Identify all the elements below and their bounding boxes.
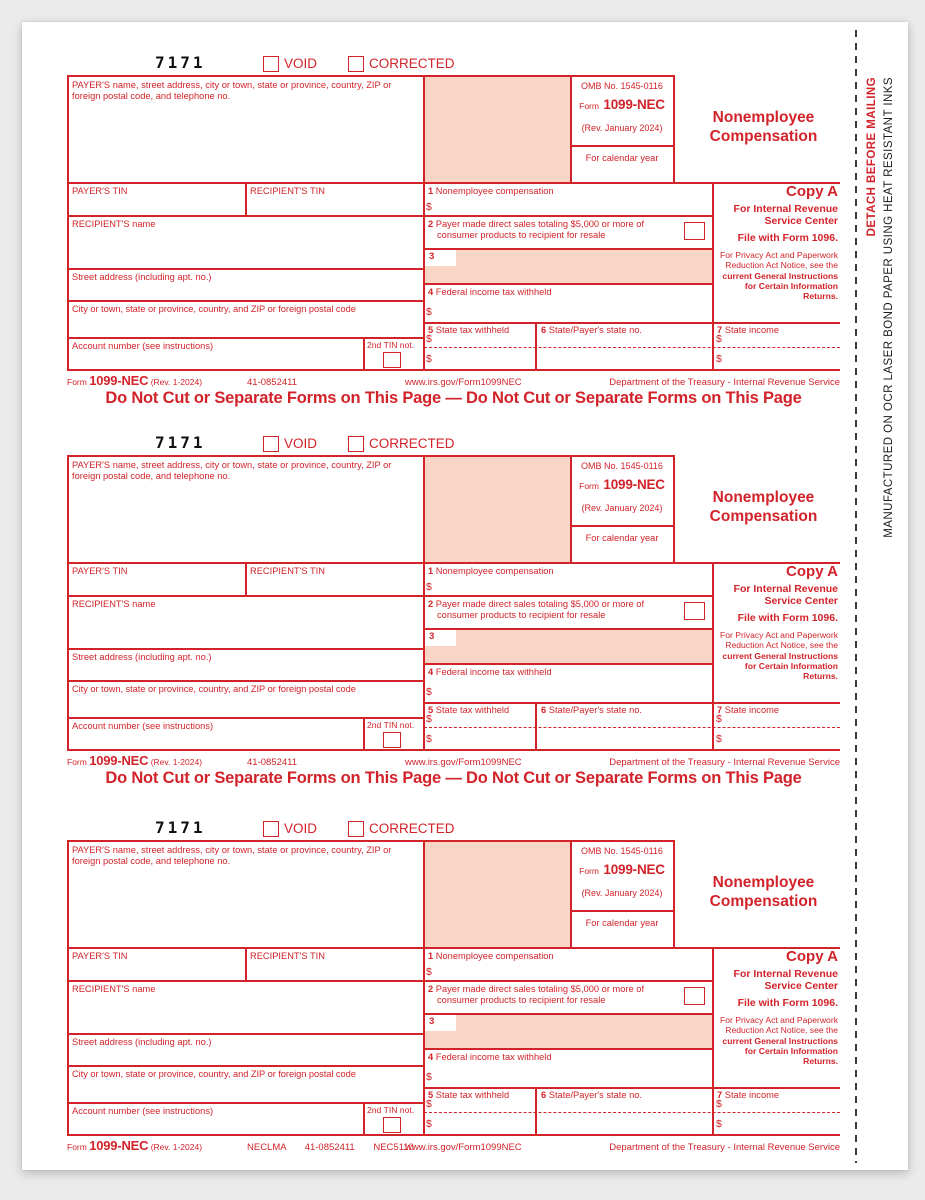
box6-label: State/Payer's state no.	[548, 325, 643, 335]
payer-info-label: PAYER'S name, street address, city or town, state or province, country, ZIP or foreign postal code, and telephone no.	[72, 845, 392, 866]
box7-dollar-sign: $	[716, 1098, 722, 1110]
box5-label: State tax withheld	[435, 325, 510, 335]
divider	[67, 1102, 424, 1104]
box4-amount-field[interactable]	[437, 1071, 707, 1084]
footer-irs-url: www.irs.gov/Form1099NEC	[405, 757, 522, 768]
paper-sheet	[22, 22, 908, 1170]
footer-form-number: 1099-NEC	[89, 1138, 149, 1153]
footer-form-number: 1099-NEC	[89, 373, 149, 388]
divider	[423, 1087, 840, 1089]
account-number-field[interactable]	[69, 352, 361, 368]
box2-number: 2	[428, 984, 434, 994]
omb-number: OMB No. 1545-0116	[581, 846, 663, 856]
payers-tin-label: PAYER'S TIN	[72, 566, 128, 576]
box1-number: 1	[428, 186, 434, 196]
privacy-notice-text: For Privacy Act and Paperwork Reduction Act Notice, see the	[720, 1015, 838, 1036]
box2-number: 2	[428, 219, 434, 229]
street-address-label: Street address (including apt. no.)	[72, 272, 212, 282]
second-tin-label: 2nd TIN not.	[367, 720, 415, 730]
payer-info-label: PAYER'S name, street address, city or town, state or province, country, ZIP or foreign postal code, and telephone no.	[72, 460, 392, 481]
footer-department: Department of the Treasury - Internal Revenue Service	[609, 1142, 840, 1153]
box1-label: Nonemployee compensation	[435, 186, 554, 196]
divider	[245, 182, 247, 216]
box2-checkbox[interactable]	[684, 602, 705, 620]
box4-number: 4	[428, 287, 434, 297]
divider	[245, 562, 247, 596]
form-table	[67, 455, 840, 751]
footer-print-codes: 41-0852411	[247, 757, 298, 768]
account-number-label: Account number (see instructions)	[72, 1106, 214, 1116]
box2-label-line1: Payer made direct sales totaling $5,000 or more of	[435, 219, 645, 229]
divider	[67, 300, 424, 302]
divider	[423, 840, 425, 1136]
recipients-tin-label: RECIPIENT'S TIN	[250, 566, 325, 576]
code-row	[67, 433, 840, 455]
detach-before-mailing-text: DETACH BEFORE MAILING	[866, 77, 878, 237]
box6-field[interactable]	[538, 715, 710, 748]
box6-number: 6	[541, 705, 547, 715]
divider	[423, 702, 840, 704]
city-label: City or town, state or province, country, and ZIP or foreign postal code	[72, 304, 356, 314]
divider	[673, 840, 675, 947]
divider	[245, 947, 247, 981]
payers-tin-field[interactable]	[69, 577, 243, 593]
corrected-label: CORRECTED	[369, 436, 455, 451]
form-1099-nec	[67, 433, 840, 791]
copy-a-line2: Service Center	[764, 215, 838, 227]
divider	[67, 840, 674, 842]
privacy-notice-text: For Privacy Act and Paperwork Reduction Act Notice, see the	[720, 250, 838, 271]
divider	[423, 1048, 713, 1050]
box1-amount-field[interactable]	[437, 581, 707, 594]
city-label: City or town, state or province, country, and ZIP or foreign postal code	[72, 1069, 356, 1079]
box2-checkbox[interactable]	[684, 987, 705, 1005]
void-checkbox[interactable]	[263, 821, 279, 837]
box5-amount-field[interactable]	[437, 711, 533, 726]
footer-print-codes: 41-0852411	[247, 377, 298, 388]
box2-checkbox[interactable]	[684, 222, 705, 240]
corrected-checkbox[interactable]	[348, 821, 364, 837]
second-tin-checkbox[interactable]	[383, 732, 401, 748]
footer-form-id	[67, 373, 202, 388]
omb-form-number: 1099-NEC	[603, 97, 665, 112]
divider	[423, 75, 425, 371]
recipients-tin-field[interactable]	[248, 577, 421, 593]
box5-amount-field[interactable]	[437, 331, 533, 346]
omb-form-word: Form	[579, 866, 599, 876]
payer-info-label: PAYER'S name, street address, city or town, state or province, country, ZIP or foreign postal code, and telephone no.	[72, 80, 392, 101]
perforation-line	[855, 30, 857, 1163]
footer-revision: (Rev. 1-2024)	[150, 1142, 203, 1152]
recipients-tin-label: RECIPIENT'S TIN	[250, 186, 325, 196]
divider	[363, 717, 365, 751]
box4-label: Federal income tax withheld	[435, 667, 552, 677]
recipient-name-label: RECIPIENT'S name	[72, 984, 156, 994]
box5-number: 5	[428, 325, 434, 335]
box7-dollar-sign: $	[716, 733, 722, 745]
copy-a-line1: For Internal Revenue	[733, 583, 838, 595]
corrected-label: CORRECTED	[369, 821, 455, 836]
divider	[570, 145, 674, 147]
box6-number: 6	[541, 325, 547, 335]
box1-amount-field[interactable]	[437, 201, 707, 214]
omb-form-number: 1099-NEC	[603, 862, 665, 877]
privacy-notice	[713, 250, 838, 302]
form-footer	[67, 373, 840, 390]
copy-a-line1: For Internal Revenue	[733, 203, 838, 215]
divider	[363, 337, 365, 371]
privacy-notice-text: For Privacy Act and Paperwork Reduction Act Notice, see the	[720, 630, 838, 651]
omb-number: OMB No. 1545-0116	[581, 81, 663, 91]
street-address-field[interactable]	[69, 283, 421, 298]
box6-label: State/Payer's state no.	[548, 705, 643, 715]
form-title-line2: Compensation	[709, 892, 818, 910]
box5-label: State tax withheld	[435, 1090, 510, 1100]
box7-dollar-sign: $	[716, 333, 722, 345]
footer-revision: (Rev. 1-2024)	[150, 377, 203, 387]
box4-dollar-sign: $	[426, 1071, 432, 1083]
box3-number: 3	[424, 629, 456, 646]
code-row	[67, 818, 840, 840]
void-label: VOID	[284, 821, 318, 836]
city-field[interactable]	[69, 695, 421, 715]
copy-a-line2: Service Center	[764, 980, 838, 992]
box5-dollar-sign: $	[426, 733, 432, 745]
recipients-tin-field[interactable]	[248, 197, 421, 213]
payers-tin-field[interactable]	[69, 962, 243, 978]
form-footer	[67, 1138, 840, 1155]
box1-number: 1	[428, 951, 434, 961]
omb-revision: (Rev. January 2024)	[581, 503, 663, 513]
form-plate-number: 7171	[155, 53, 206, 72]
box6-label: State/Payer's state no.	[548, 1090, 643, 1100]
copy-a-title: Copy A	[786, 948, 838, 965]
shaded-cell-box3	[424, 249, 712, 283]
void-label: VOID	[284, 436, 318, 451]
void-checkbox[interactable]	[263, 436, 279, 452]
divider	[423, 455, 425, 751]
box2-label-line2: consumer products to recipient for resale	[437, 610, 606, 620]
box7-dollar-sign: $	[716, 1118, 722, 1130]
form-1099-nec	[67, 818, 840, 1176]
city-field[interactable]	[69, 315, 421, 335]
box5-dollar-sign: $	[426, 353, 432, 365]
divider	[673, 75, 675, 182]
footer-revision: (Rev. 1-2024)	[150, 757, 203, 767]
box6-number: 6	[541, 1090, 547, 1100]
box5-dollar-sign: $	[426, 713, 432, 725]
payers-tin-field[interactable]	[69, 197, 243, 213]
corrected-checkbox[interactable]	[348, 56, 364, 72]
form-plate-number: 7171	[155, 818, 206, 837]
divider	[423, 248, 713, 250]
form-title-line1: Nonemployee	[712, 489, 815, 506]
box4-dollar-sign: $	[426, 306, 432, 318]
box5-dollar-sign: $	[426, 1118, 432, 1130]
footer-irs-url: www.irs.gov/Form1099NEC	[405, 1142, 522, 1153]
box4-dollar-sign: $	[426, 686, 432, 698]
city-label: City or town, state or province, country, and ZIP or foreign postal code	[72, 684, 356, 694]
copy-a-line1: For Internal Revenue	[733, 968, 838, 980]
box7-amount-field[interactable]	[727, 331, 837, 346]
do-not-cut-warning: Do Not Cut or Separate Forms on This Page — Do Not Cut or Separate Forms on This Page	[105, 389, 802, 407]
divider	[423, 628, 713, 630]
form-table	[67, 840, 840, 1136]
box7-amount-field[interactable]	[727, 1096, 837, 1111]
divider	[67, 595, 713, 597]
privacy-notice-bold: current General Instructions for Certain Information Returns.	[722, 1035, 838, 1067]
divider	[67, 369, 840, 371]
box4-amount-field[interactable]	[437, 686, 707, 699]
box5-amount-field[interactable]	[437, 351, 533, 367]
box7-label: State income	[724, 1090, 780, 1100]
form-title-line2: Compensation	[709, 507, 818, 525]
second-tin-checkbox[interactable]	[383, 352, 401, 368]
box5-label: State tax withheld	[435, 705, 510, 715]
privacy-notice	[713, 1015, 838, 1067]
divider	[363, 1102, 365, 1136]
form-footer	[67, 753, 840, 770]
copy-a-line3: File with Form 1096.	[737, 997, 838, 1009]
footer-form-word: Form	[67, 377, 87, 387]
corrected-checkbox[interactable]	[348, 436, 364, 452]
divider	[423, 663, 713, 665]
box1-label: Nonemployee compensation	[435, 951, 554, 961]
omb-revision: (Rev. January 2024)	[581, 888, 663, 898]
box2-number: 2	[428, 599, 434, 609]
box7-label: State income	[724, 325, 780, 335]
divider	[67, 749, 840, 751]
box1-dollar-sign: $	[426, 966, 432, 978]
divider	[67, 215, 713, 217]
privacy-notice-bold: current General Instructions for Certain Information Returns.	[722, 270, 838, 302]
account-number-field[interactable]	[69, 732, 361, 748]
payers-tin-label: PAYER'S TIN	[72, 186, 128, 196]
calendar-year-field[interactable]	[572, 930, 672, 945]
void-label: VOID	[284, 56, 318, 71]
omb-form-word: Form	[579, 481, 599, 491]
calendar-year-field[interactable]	[572, 545, 672, 560]
calendar-year-label: For calendar year	[585, 153, 659, 163]
copy-a-title: Copy A	[786, 563, 838, 580]
corrected-label: CORRECTED	[369, 56, 455, 71]
box2-label-line2: consumer products to recipient for resale	[437, 995, 606, 1005]
street-address-field[interactable]	[69, 1048, 421, 1063]
footer-department: Department of the Treasury - Internal Revenue Service	[609, 757, 840, 768]
footer-form-id	[67, 1138, 202, 1153]
box7-dollar-sign: $	[716, 713, 722, 725]
box1-dollar-sign: $	[426, 201, 432, 213]
divider	[67, 680, 424, 682]
footer-form-number: 1099-NEC	[89, 753, 149, 768]
divider	[423, 1013, 713, 1015]
box6-field[interactable]	[538, 1100, 710, 1133]
box4-number: 4	[428, 1052, 434, 1062]
box1-amount-field[interactable]	[437, 966, 707, 979]
copy-a-line2: Service Center	[764, 595, 838, 607]
second-tin-label: 2nd TIN not.	[367, 1105, 415, 1115]
form-table	[67, 75, 840, 371]
box4-amount-field[interactable]	[437, 306, 707, 319]
second-tin-checkbox[interactable]	[383, 1117, 401, 1133]
second-tin-label: 2nd TIN not.	[367, 340, 415, 350]
divider	[423, 283, 713, 285]
box7-amount-field[interactable]	[727, 1116, 837, 1132]
divider	[67, 75, 674, 77]
omb-number: OMB No. 1545-0116	[581, 461, 663, 471]
recipient-name-field[interactable]	[69, 996, 421, 1031]
box5-number: 5	[428, 1090, 434, 1100]
payers-tin-label: PAYER'S TIN	[72, 951, 128, 961]
shaded-cell	[424, 76, 571, 182]
account-number-label: Account number (see instructions)	[72, 341, 214, 351]
divider	[67, 337, 424, 339]
box3-number: 3	[424, 1014, 456, 1031]
box6-field[interactable]	[538, 335, 710, 368]
omb-form-word: Form	[579, 101, 599, 111]
privacy-notice-bold: current General Instructions for Certain Information Returns.	[722, 650, 838, 682]
footer-form-word: Form	[67, 1142, 87, 1152]
box2-label-line1: Payer made direct sales totaling $5,000 or more of	[435, 984, 645, 994]
omb-revision: (Rev. January 2024)	[581, 123, 663, 133]
form-title-line2: Compensation	[709, 127, 818, 145]
calendar-year-label: For calendar year	[585, 533, 659, 543]
form-1099-nec	[67, 53, 840, 411]
recipient-name-label: RECIPIENT'S name	[72, 599, 156, 609]
box5-number: 5	[428, 705, 434, 715]
divider	[67, 1065, 424, 1067]
footer-form-id	[67, 753, 202, 768]
payer-info-field[interactable]	[69, 485, 419, 560]
box7-amount-field[interactable]	[727, 711, 837, 726]
shaded-cell-box3	[424, 1014, 712, 1048]
divider	[570, 910, 674, 912]
manufactured-text: MANUFACTURED ON OCR LASER BOND PAPER USING HEAT RESISTANT INKS	[883, 77, 895, 538]
footer-form-word: Form	[67, 757, 87, 767]
box1-dollar-sign: $	[426, 581, 432, 593]
box7-number: 7	[717, 325, 723, 335]
recipients-tin-field[interactable]	[248, 962, 421, 978]
divider	[67, 455, 674, 457]
divider	[67, 268, 424, 270]
recipient-name-label: RECIPIENT'S name	[72, 219, 156, 229]
divider	[67, 1134, 840, 1136]
box7-amount-field[interactable]	[727, 731, 837, 747]
footer-print-codes: NECLMA 41-0852411 NEC5110	[247, 1142, 414, 1153]
calendar-year-label: For calendar year	[585, 918, 659, 928]
shaded-cell	[424, 456, 571, 562]
box5-amount-field[interactable]	[437, 731, 533, 747]
void-checkbox[interactable]	[263, 56, 279, 72]
box7-dollar-sign: $	[716, 353, 722, 365]
box4-label: Federal income tax withheld	[435, 287, 552, 297]
divider	[67, 980, 713, 982]
calendar-year-field[interactable]	[572, 165, 672, 180]
footer-irs-url: www.irs.gov/Form1099NEC	[405, 377, 522, 388]
box7-number: 7	[717, 705, 723, 715]
box2-label-line2: consumer products to recipient for resale	[437, 230, 606, 240]
box2-label-line1: Payer made direct sales totaling $5,000 or more of	[435, 599, 645, 609]
form-title-line1: Nonemployee	[712, 874, 815, 891]
box4-label: Federal income tax withheld	[435, 1052, 552, 1062]
box1-number: 1	[428, 566, 434, 576]
street-address-field[interactable]	[69, 663, 421, 678]
divider	[673, 455, 675, 562]
box7-label: State income	[724, 705, 780, 715]
footer-department: Department of the Treasury - Internal Revenue Service	[609, 377, 840, 388]
omb-form-number: 1099-NEC	[603, 477, 665, 492]
code-row	[67, 53, 840, 75]
copy-a-title: Copy A	[786, 183, 838, 200]
shaded-cell-box3	[424, 629, 712, 663]
copy-a-line3: File with Form 1096.	[737, 232, 838, 244]
form-plate-number: 7171	[155, 433, 206, 452]
form-title-line1: Nonemployee	[712, 109, 815, 126]
box1-label: Nonemployee compensation	[435, 566, 554, 576]
recipient-name-field[interactable]	[69, 231, 421, 266]
copy-a-line3: File with Form 1096.	[737, 612, 838, 624]
box5-dollar-sign: $	[426, 333, 432, 345]
divider	[570, 525, 674, 527]
box5-dollar-sign: $	[426, 1098, 432, 1110]
street-address-label: Street address (including apt. no.)	[72, 1037, 212, 1047]
recipient-name-field[interactable]	[69, 611, 421, 646]
box5-amount-field[interactable]	[437, 1096, 533, 1111]
divider	[67, 1033, 424, 1035]
city-field[interactable]	[69, 1080, 421, 1100]
divider	[67, 717, 424, 719]
box4-number: 4	[428, 667, 434, 677]
account-number-field[interactable]	[69, 1117, 361, 1133]
box7-amount-field[interactable]	[727, 351, 837, 367]
divider	[67, 648, 424, 650]
box5-amount-field[interactable]	[437, 1116, 533, 1132]
privacy-notice	[713, 630, 838, 682]
account-number-label: Account number (see instructions)	[72, 721, 214, 731]
divider	[423, 322, 840, 324]
shaded-cell	[424, 841, 571, 947]
do-not-cut-warning: Do Not Cut or Separate Forms on This Page — Do Not Cut or Separate Forms on This Page	[105, 769, 802, 787]
recipients-tin-label: RECIPIENT'S TIN	[250, 951, 325, 961]
box3-number: 3	[424, 249, 456, 266]
payer-info-field[interactable]	[69, 105, 419, 180]
payer-info-field[interactable]	[69, 870, 419, 945]
street-address-label: Street address (including apt. no.)	[72, 652, 212, 662]
box7-number: 7	[717, 1090, 723, 1100]
